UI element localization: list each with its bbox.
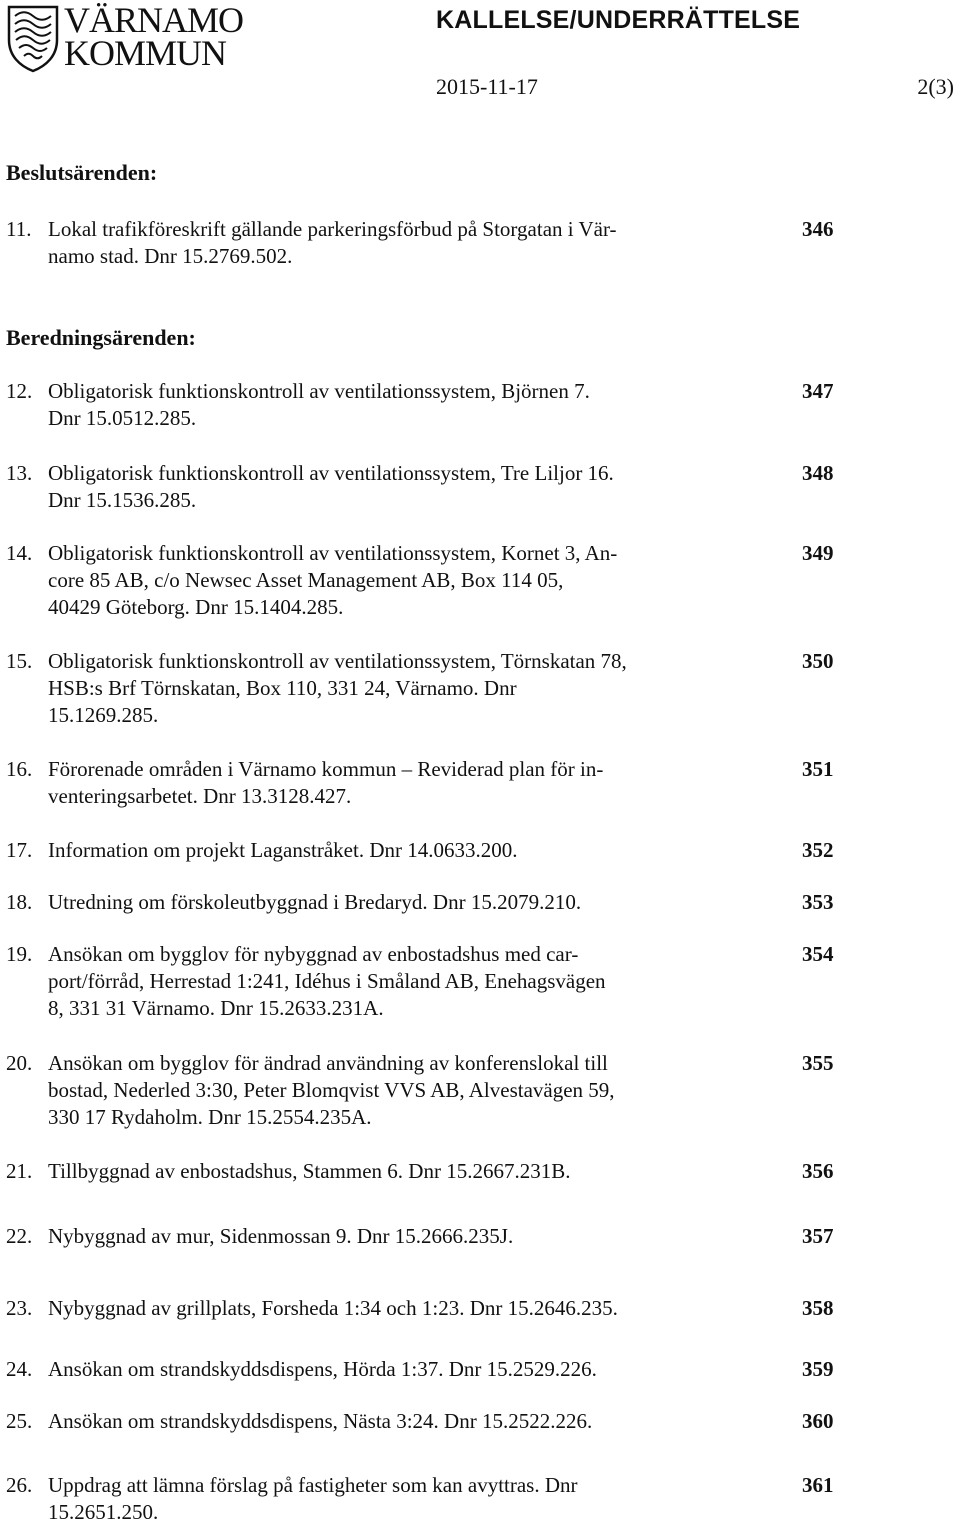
logo-line-1: VÄRNAMO xyxy=(64,0,244,40)
item-text: Nybyggnad av grillplats, Forsheda 1:34 och 1:23. Dnr 15.2646.235. xyxy=(48,1296,618,1320)
item-text: Ansökan om bygglov för nybyggnad av enbostadshus med car- port/förråd, Herrestad 1:241, Idéhus i Småland AB, Enehagsvägen 8, 331 31 Värnamo. Dnr 15.2633.231A. xyxy=(48,942,606,1020)
item-number: 21. xyxy=(6,1159,33,1183)
item-number: 14. xyxy=(6,541,33,565)
item-text: Ansökan om bygglov för ändrad användning av konferenslokal till bostad, Nederled 3:30, Peter Blomqvist VVS AB, Alvestavägen 59, 330 17 Rydaholm. Dnr 15.2554.235A. xyxy=(48,1051,615,1129)
item-paragraph: 354 xyxy=(802,942,834,966)
item-paragraph: 349 xyxy=(802,541,834,565)
item-paragraph: 347 xyxy=(802,379,834,403)
item-text: Ansökan om strandskyddsdispens, Nästa 3:24. Dnr 15.2522.226. xyxy=(48,1409,593,1433)
item-number: 13. xyxy=(6,461,33,485)
item-paragraph: 361 xyxy=(802,1473,834,1497)
item-paragraph: 357 xyxy=(802,1224,834,1248)
document-title: KALLELSE/UNDERRÄTTELSE xyxy=(436,6,801,34)
item-text: Obligatorisk funktionskontroll av ventilationssystem, Kornet 3, An- core 85 AB, c/o Newsec Asset Management AB, Box 114 05, 40429 Göteborg. Dnr 15.1404.285. xyxy=(48,541,618,619)
item-text: Tillbyggnad av enbostadshus, Stammen 6. Dnr 15.2667.231B. xyxy=(48,1159,571,1183)
item-paragraph: 359 xyxy=(802,1357,834,1381)
item-text: Obligatorisk funktionskontroll av ventilationssystem, Björnen 7. Dnr 15.0512.285. xyxy=(48,379,590,430)
document-date: 2015-11-17 xyxy=(436,74,538,99)
item-paragraph: 348 xyxy=(802,461,834,485)
item-paragraph: 360 xyxy=(802,1409,834,1433)
municipality-logo xyxy=(6,0,244,74)
section-heading-beslut: Beslutsärenden: xyxy=(6,160,158,185)
item-number: 11. xyxy=(6,217,32,241)
item-text: Information om projekt Laganstråket. Dnr 14.0633.200. xyxy=(48,838,518,862)
item-text: Utredning om förskoleutbyggnad i Bredaryd. Dnr 15.2079.210. xyxy=(48,890,582,914)
item-number: 17. xyxy=(6,838,33,862)
item-number: 22. xyxy=(6,1224,33,1248)
section-heading-beredning: Beredningsärenden: xyxy=(6,325,196,350)
item-paragraph: 352 xyxy=(802,838,834,862)
item-number: 26. xyxy=(6,1473,33,1497)
logo-line-2: KOMMUN xyxy=(64,33,227,73)
page-number: 2(3) xyxy=(917,74,954,99)
item-number: 16. xyxy=(6,757,33,781)
item-paragraph: 353 xyxy=(802,890,834,914)
item-paragraph: 358 xyxy=(802,1296,834,1320)
item-text: Obligatorisk funktionskontroll av ventilationssystem, Törnskatan 78, HSB:s Brf Törnskatan, Box 110, 331 24, Värnamo. Dnr 15.1269.285. xyxy=(48,649,627,727)
item-paragraph: 356 xyxy=(802,1159,834,1183)
item-text: Uppdrag att lämna förslag på fastigheter som kan avyttras. Dnr 15.2651.250. xyxy=(48,1473,578,1524)
item-number: 25. xyxy=(6,1409,33,1433)
logo-wordmark xyxy=(64,0,244,73)
item-number: 19. xyxy=(6,942,33,966)
item-text: Ansökan om strandskyddsdispens, Hörda 1:37. Dnr 15.2529.226. xyxy=(48,1357,597,1381)
item-paragraph: 346 xyxy=(802,217,834,241)
item-number: 15. xyxy=(6,649,33,673)
item-paragraph: 355 xyxy=(802,1051,834,1075)
item-text: Lokal trafikföreskrift gällande parkeringsförbud på Storgatan i Vär- namo stad. Dnr 15.2769.502. xyxy=(48,217,617,268)
item-paragraph: 351 xyxy=(802,757,834,781)
item-text: Obligatorisk funktionskontroll av ventilationssystem, Tre Liljor 16. Dnr 15.1536.285. xyxy=(48,461,614,512)
municipal-shield-icon xyxy=(6,4,60,74)
item-number: 12. xyxy=(6,379,33,403)
item-text: Förorenade områden i Värnamo kommun – Reviderad plan för in- venteringsarbetet. Dnr 13.3128.427. xyxy=(48,757,604,808)
item-number: 20. xyxy=(6,1051,33,1075)
item-text: Nybyggnad av mur, Sidenmossan 9. Dnr 15.2666.235J. xyxy=(48,1224,514,1248)
item-paragraph: 350 xyxy=(802,649,834,673)
item-number: 24. xyxy=(6,1357,33,1381)
item-number: 23. xyxy=(6,1296,33,1320)
item-number: 18. xyxy=(6,890,33,914)
